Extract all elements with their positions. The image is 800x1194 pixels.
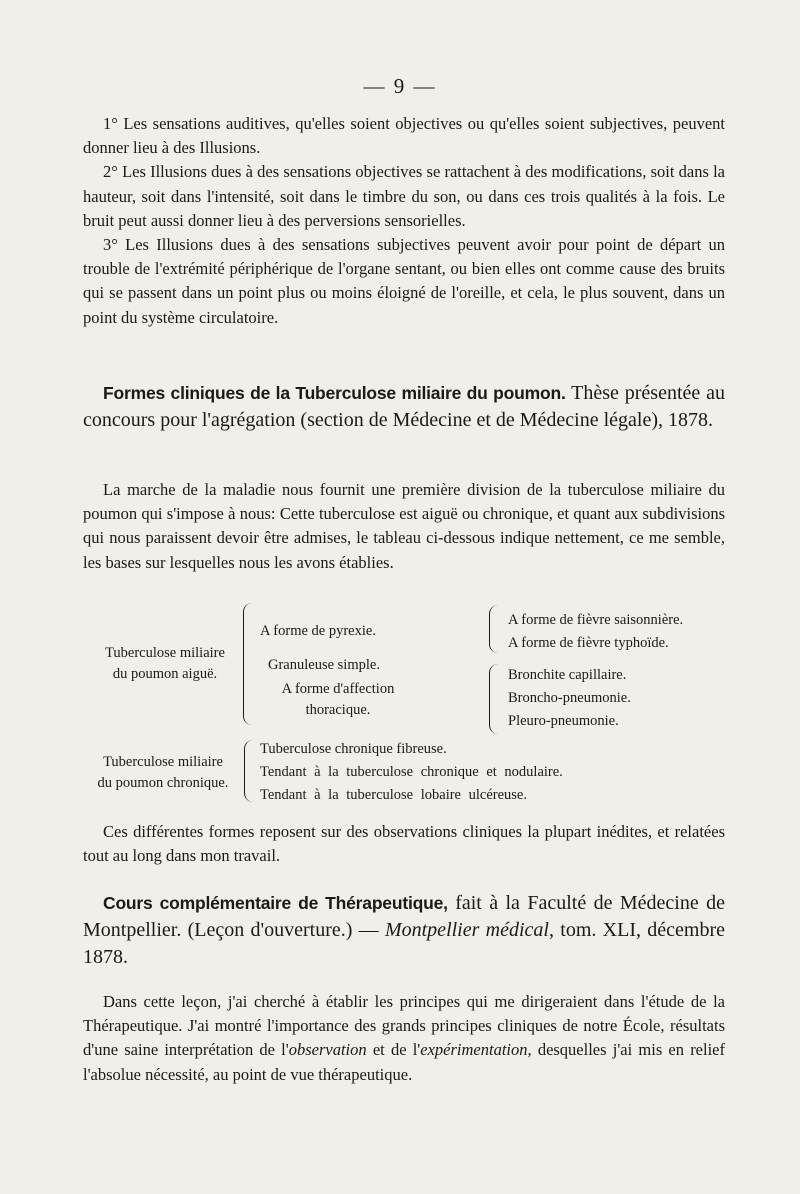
list-item: 3° Les Illusions dues à des sensations subjectives peuvent avoir pour point de départ un trouble de l'extrémité périphérique de l'organe sentant, ou bien elles ont comme cause des bruits qui se passent dans un point plus ou moins éloigné de l'oreille, et cela, le plus souvent, dans un point du système circulatoire.	[83, 235, 725, 327]
pleuro-pneumonie: Pleuro-pneumonie.	[508, 713, 619, 729]
publication-heading: Cours complémentaire de Thérapeutique,	[103, 893, 448, 913]
publication-heading: Formes cliniques de la Tuberculose miliaire du poumon.	[103, 383, 566, 403]
publication-details: Thèse présentée au concours pour l'agrégation (section de Médecine et de Médecine légale), 1878.	[83, 382, 726, 431]
form-pyrexie: A forme de pyrexie.	[260, 623, 376, 639]
form-thoracique: A forme d'affection thoracique.	[281, 681, 395, 718]
form-granuleuse: Granuleuse simple.	[268, 657, 380, 673]
fievre-typhoide: A forme de fièvre typhoïde.	[508, 635, 669, 651]
list-item: 2° Les Illusions dues à des sensations objectives se rattachent à des modifications, soit dans la hauteur, soit dans l'intensité, soit dans le timbre du son, ou dans ces trois qualités à la fois. Le bruit peut aussi donner lieu à des perversions sensorielles.	[83, 162, 725, 230]
paragraph-observations	[83, 820, 725, 868]
publication-details: fait à la Faculté de Médecine de Montpellier. (Leçon d'ouverture.) —	[83, 892, 725, 941]
chronic-ulcereuse: Tendant à la tuberculose lobaire ulcéreuse.	[260, 787, 527, 803]
pyrexie-brace	[489, 605, 498, 653]
fievre-saisonniere: A forme de fièvre saisonnière.	[508, 612, 684, 628]
publication-title-tuberculose	[83, 380, 725, 434]
publication-title-therapeutique	[83, 890, 725, 971]
bronchite-capillaire: Bronchite capillaire.	[508, 667, 627, 683]
publication-details: tom. XLI, décembre 1878.	[83, 919, 725, 968]
thoracique-brace	[489, 664, 498, 734]
paragraph-tuberculose	[83, 478, 725, 575]
list-item: 1° Les sensations auditives, qu'elles soient objectives ou qu'elles soient subjectives, peuvent donner lieu à des Illusions.	[83, 114, 725, 158]
chronic-fibreuse: Tuberculose chronique fibreuse.	[260, 741, 447, 757]
paragraph: Ces différentes formes reposent sur des observations cliniques la plupart inédites, et relatées tout au long dans mon travail.	[83, 822, 725, 866]
chronic-label: Tuberculose miliaire du poumon chronique.	[97, 754, 229, 791]
paragraph-therapeutique: Dans cette leçon, j'ai cherché à établir les principes qui me dirigeraient dans l'étude de la Thérapeutique. J'ai montré l'importance des grands principes cliniques de notre École, résultats d'une saine interprétation de l'observation et de l'expérimentation, desquelles j'ai mis en relief l'absolue nécessité, au point de vue thérapeutique.	[83, 992, 725, 1084]
broncho-pneumonie: Broncho-pneumonie.	[508, 690, 631, 706]
acute-label: Tuberculose miliaire du poumon aiguë.	[105, 645, 225, 682]
acute-brace	[243, 603, 252, 725]
chronic-nodulaire: Tendant à la tuberculose chronique et nodulaire.	[260, 764, 563, 780]
page-number: — 9 —	[363, 74, 437, 98]
journal-name: Montpellier médical,	[384, 919, 554, 941]
chronic-brace	[244, 740, 253, 802]
paragraph: La marche de la maladie nous fournit une première division de la tuberculose miliaire du poumon qui s'impose à nous: Cette tuberculose est aiguë ou chronique, et quant aux subdivisions qui nous paraissent devoir être admises, le tableau ci-dessous indique nettement, ce me semble, les bases sur lesquelles nous les avons établies.	[83, 480, 725, 572]
findings-list	[83, 112, 725, 330]
